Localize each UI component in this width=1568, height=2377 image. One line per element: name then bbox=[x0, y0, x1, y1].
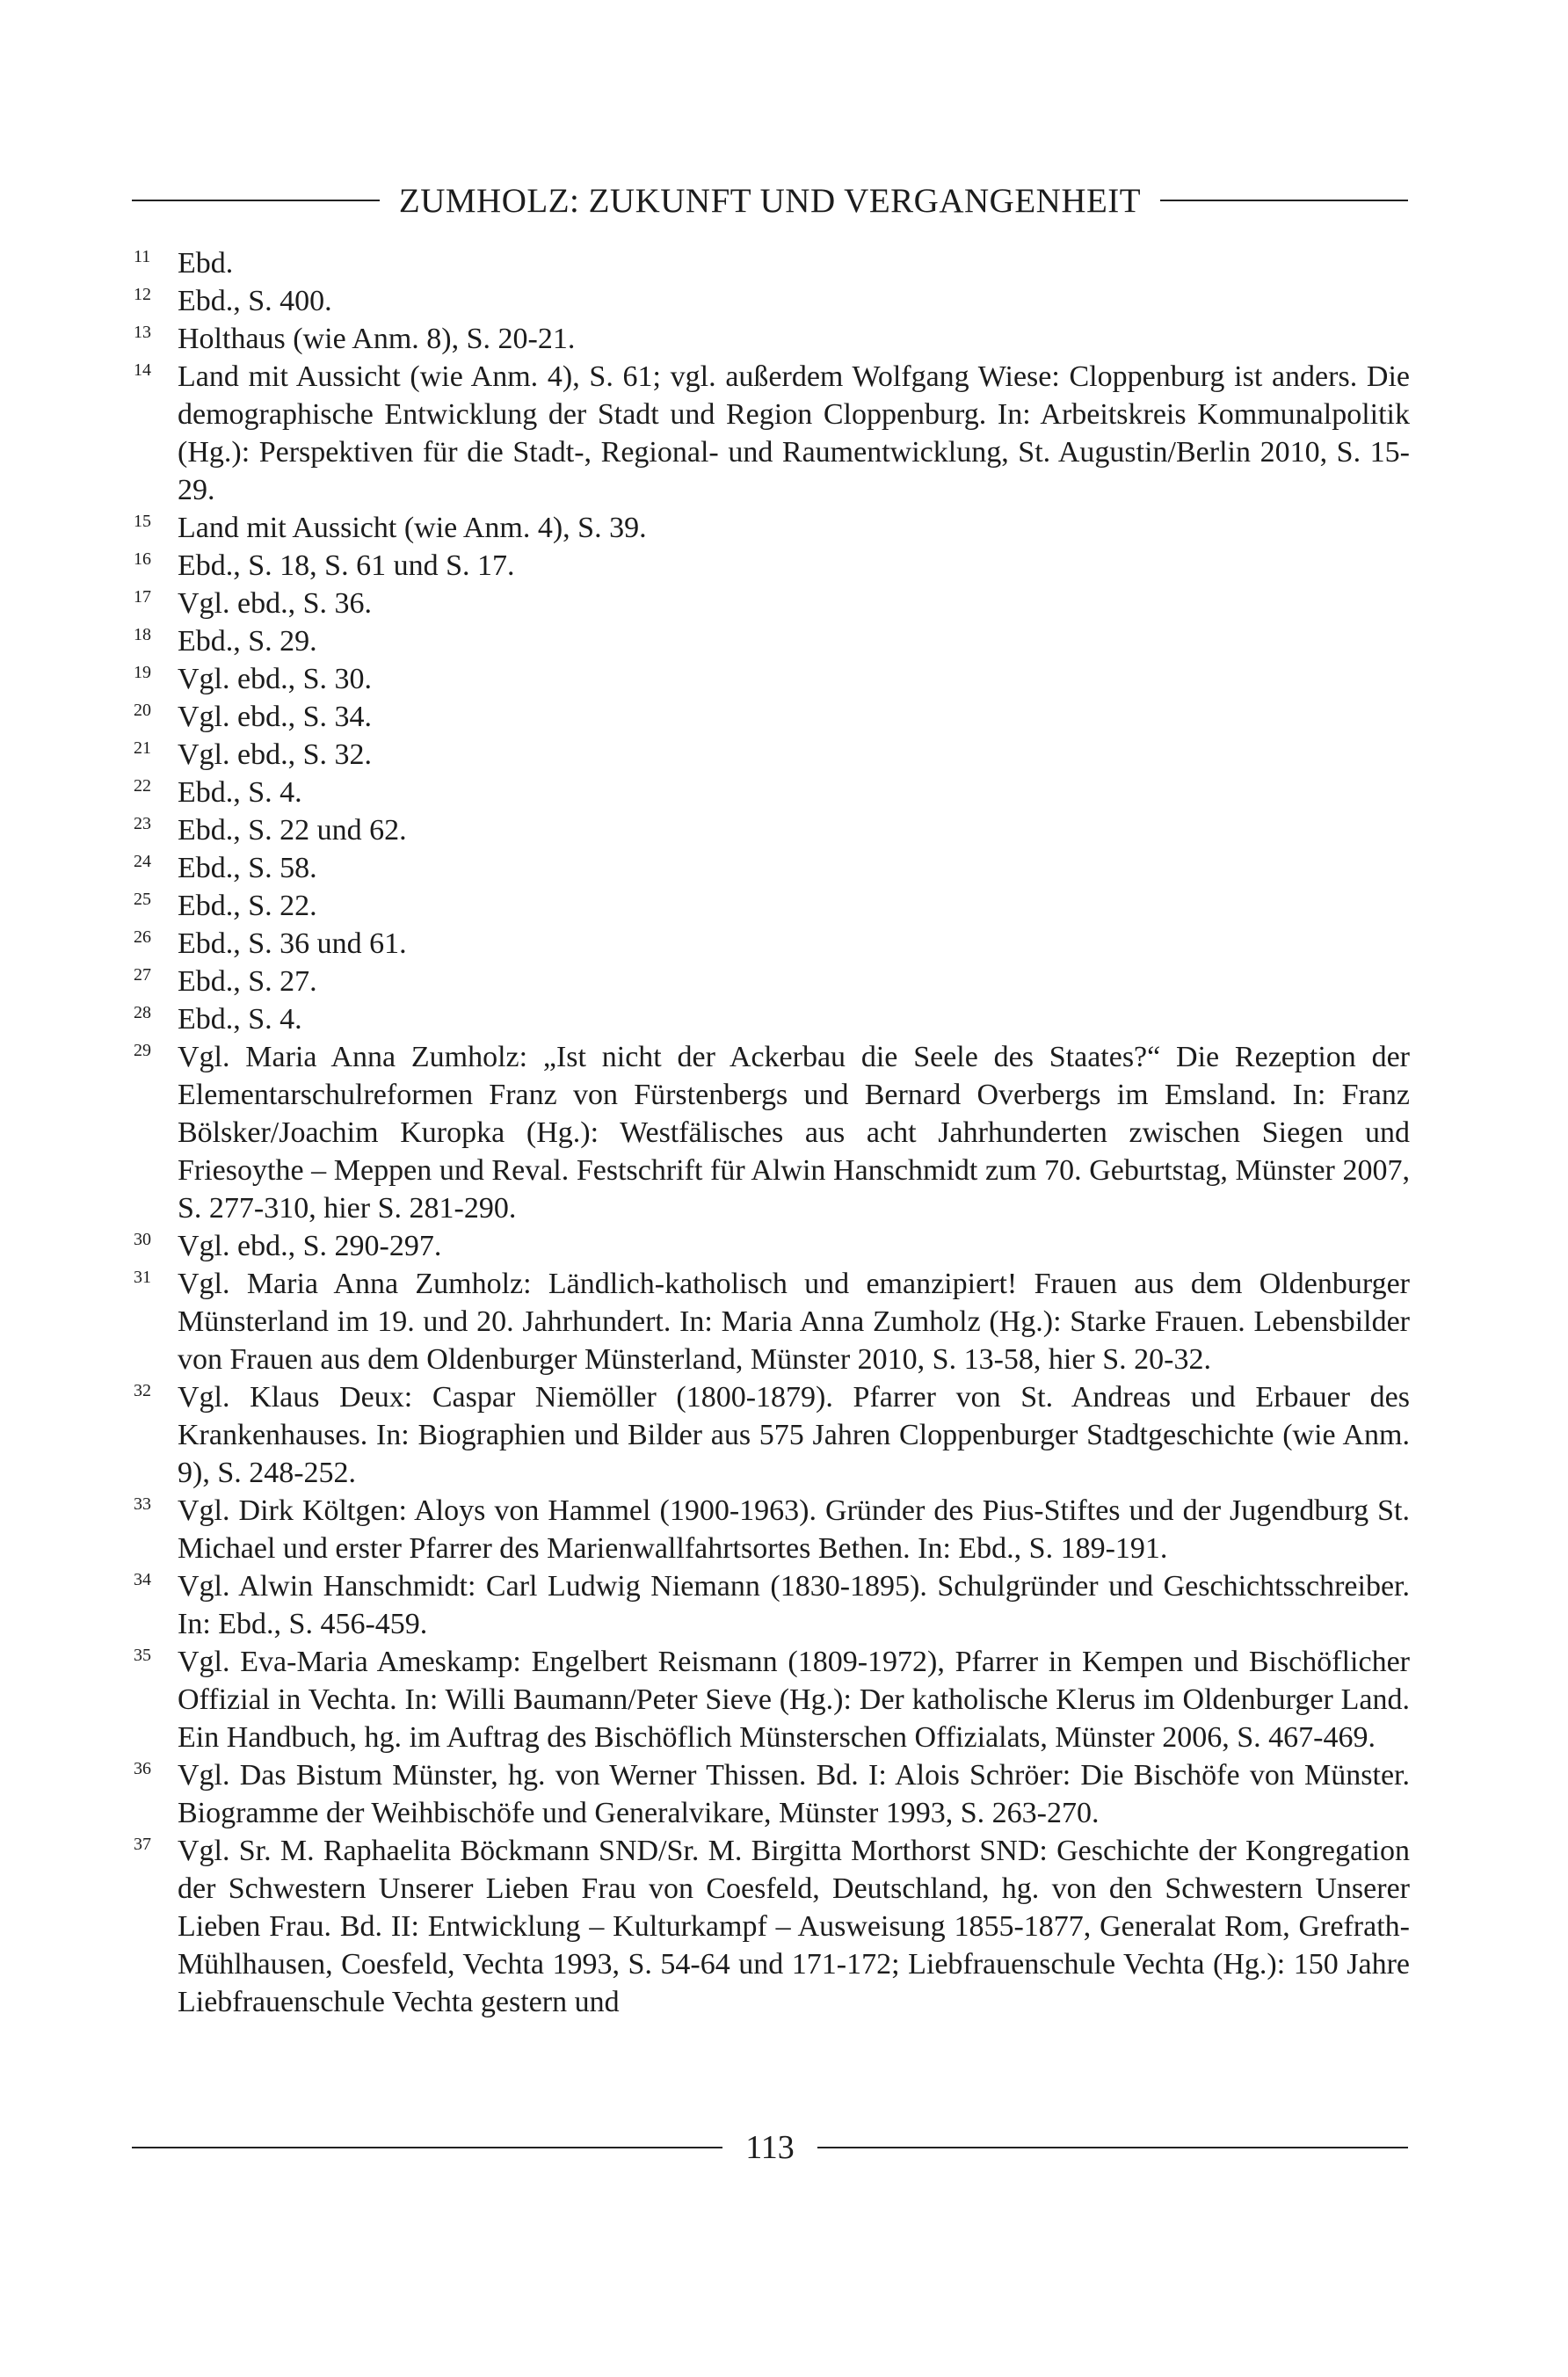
footnote-number: 23 bbox=[134, 814, 151, 833]
footnote-text: Ebd., S. 58. bbox=[178, 852, 317, 884]
footnote bbox=[134, 736, 1410, 774]
footnote-number: 32 bbox=[134, 1381, 151, 1400]
footnote-text: Vgl. Eva-Maria Ameskamp: Engelbert Reismann (1809-1972), Pfarrer in Kempen und Bischöflicher Offizial in Vechta. In: Willi Baumann/Peter Sieve (Hg.): Der katholische Klerus im Oldenburger Land. Ein Handbuch, hg. im Auftrag des Bischöflich Münsterschen Offizialats, Münster 2006, S. 467-469. bbox=[178, 1646, 1410, 1754]
footnote-text: Vgl. Sr. M. Raphaelita Böckmann SND/Sr. M. Birgitta Morthorst SND: Geschichte der Kongregation der Schwestern Unserer Lieben Frau von Coesfeld, Deutschland, hg. von den Schwestern Unserer Lieben Frau. Bd. II: Entwicklung – Kulturkampf – Ausweisung 1855-1877, Generalat Rom, Grefrath-Mühlhausen, Coesfeld, Vechta 1993, S. 54-64 und 171-172; Liebfrauenschule Vechta (Hg.): 150 Jahre Liebfrauenschule Vechta gestern und bbox=[178, 1835, 1410, 2018]
footnote bbox=[134, 1492, 1410, 1567]
footnote bbox=[134, 925, 1410, 963]
footnote-number: 17 bbox=[134, 587, 151, 607]
footnote-number: 30 bbox=[134, 1230, 151, 1249]
footnote bbox=[134, 585, 1410, 622]
footnote-text: Ebd. bbox=[178, 247, 234, 280]
footnote bbox=[134, 1227, 1410, 1265]
footnote-number: 18 bbox=[134, 625, 151, 644]
footnote bbox=[134, 244, 1410, 282]
page-number: 113 bbox=[745, 2129, 795, 2166]
footnote-text: Ebd., S. 22. bbox=[178, 890, 317, 922]
footnote-number: 33 bbox=[134, 1494, 151, 1514]
footer-rule-left bbox=[132, 2147, 722, 2148]
footnote bbox=[134, 320, 1410, 358]
footnote-number: 12 bbox=[134, 285, 151, 304]
footnote bbox=[134, 1567, 1410, 1643]
footnote-text: Ebd., S. 400. bbox=[178, 285, 332, 317]
footnote-number: 29 bbox=[134, 1041, 151, 1060]
footnote-text: Vgl. ebd., S. 36. bbox=[178, 587, 372, 620]
footnote-number: 16 bbox=[134, 549, 151, 569]
footnote-text: Ebd., S. 4. bbox=[178, 1003, 302, 1036]
footnote-number: 37 bbox=[134, 1835, 151, 1854]
footnote-text: Vgl. ebd., S. 30. bbox=[178, 663, 372, 695]
footnote-text: Vgl. ebd., S. 290-297. bbox=[178, 1230, 442, 1262]
footnote bbox=[134, 963, 1410, 1000]
footnote-text: Land mit Aussicht (wie Anm. 4), S. 61; vgl. außerdem Wolfgang Wiese: Cloppenburg ist anders. Die demographische Entwicklung der Stadt und Region Cloppenburg. In: Arbeitskreis Kommunalpolitik (Hg.): Perspektiven für die Stadt-, Regional- und Raumentwicklung, St. Augustin/Berlin 2010, S. 15-29. bbox=[178, 360, 1410, 506]
footnote bbox=[134, 660, 1410, 698]
footnote-number: 19 bbox=[134, 663, 151, 682]
footnote-number: 31 bbox=[134, 1268, 151, 1287]
footnote bbox=[134, 1038, 1410, 1227]
running-title: ZUMHOLZ: ZUKUNFT UND VERGANGENHEIT bbox=[398, 181, 1142, 220]
header-rule-right bbox=[1160, 200, 1408, 201]
footnote-text: Ebd., S. 18, S. 61 und S. 17. bbox=[178, 549, 515, 582]
footnote bbox=[134, 1000, 1410, 1038]
footnote-text: Ebd., S. 29. bbox=[178, 625, 317, 658]
footnote-text: Vgl. Klaus Deux: Caspar Niemöller (1800-1879). Pfarrer von St. Andreas und Erbauer des Krankenhauses. In: Biographien und Bilder aus 575 Jahren Cloppenburger Stadtgeschichte (wie Anm. 9), S. 248-252. bbox=[178, 1381, 1410, 1489]
footnote bbox=[134, 698, 1410, 736]
footnote-number: 14 bbox=[134, 360, 151, 380]
footnote-number: 25 bbox=[134, 890, 151, 909]
footnote-text: Ebd., S. 36 und 61. bbox=[178, 927, 407, 960]
footnote-number: 26 bbox=[134, 927, 151, 947]
footnote-text: Vgl. Das Bistum Münster, hg. von Werner Thissen. Bd. I: Alois Schröer: Die Bischöfe von Münster. Biogramme der Weihbischöfe und Generalvikare, Münster 1993, S. 263-270. bbox=[178, 1759, 1410, 1829]
footnote-text: Vgl. ebd., S. 34. bbox=[178, 701, 372, 733]
footnote bbox=[134, 509, 1410, 547]
footnote bbox=[134, 1832, 1410, 2021]
footnote-text: Ebd., S. 4. bbox=[178, 776, 302, 809]
footnote-list bbox=[134, 244, 1410, 2021]
footnote bbox=[134, 849, 1410, 887]
footnote-number: 13 bbox=[134, 323, 151, 342]
footnote-text: Land mit Aussicht (wie Anm. 4), S. 39. bbox=[178, 512, 647, 544]
footnote-text: Vgl. Dirk Költgen: Aloys von Hammel (1900-1963). Gründer des Pius-Stiftes und der Jugendburg St. Michael und erster Pfarrer des Marienwallfahrtsortes Bethen. In: Ebd., S. 189-191. bbox=[178, 1494, 1410, 1565]
footnote-text: Ebd., S. 22 und 62. bbox=[178, 814, 407, 847]
footnote bbox=[134, 547, 1410, 585]
footnote-text: Vgl. Alwin Hanschmidt: Carl Ludwig Niemann (1830-1895). Schulgründer und Geschichtsschreiber. In: Ebd., S. 456-459. bbox=[178, 1570, 1410, 1640]
footnote bbox=[134, 811, 1410, 849]
footnote-number: 36 bbox=[134, 1759, 151, 1778]
footnote bbox=[134, 622, 1410, 660]
running-head bbox=[132, 172, 1408, 229]
footnote-text: Holthaus (wie Anm. 8), S. 20-21. bbox=[178, 323, 576, 355]
page-footer bbox=[132, 2126, 1408, 2170]
footnote-text: Vgl. Maria Anna Zumholz: Ländlich-katholisch und emanzipiert! Frauen aus dem Oldenburger Münsterland im 19. und 20. Jahrhundert. In: Maria Anna Zumholz (Hg.): Starke Frauen. Lebensbilder von Frauen aus dem Oldenburger Münsterland, Münster 2010, S. 13-58, hier S. 20-32. bbox=[178, 1268, 1410, 1376]
footnote-text: Ebd., S. 27. bbox=[178, 965, 317, 998]
footnote-number: 15 bbox=[134, 512, 151, 531]
footnote-number: 21 bbox=[134, 738, 151, 758]
footnote-number: 20 bbox=[134, 701, 151, 720]
header-rule-left bbox=[132, 200, 380, 201]
footnote bbox=[134, 282, 1410, 320]
footnote-text: Vgl. Maria Anna Zumholz: „Ist nicht der Ackerbau die Seele des Staates?“ Die Rezeption der Elementarschulreformen Franz von Fürstenbergs und Bernard Overbergs im Emsland. In: Franz Bölsker/Joachim Kuropka (Hg.): Westfälisches aus acht Jahrhunderten zwischen Siegen und Friesoythe – Meppen und Reval. Festschrift für Alwin Hanschmidt zum 70. Geburtstag, Münster 2007, S. 277-310, hier S. 281-290. bbox=[178, 1041, 1410, 1225]
footnote bbox=[134, 358, 1410, 509]
footnote-number: 24 bbox=[134, 852, 151, 871]
footnote bbox=[134, 1756, 1410, 1832]
footnote-number: 28 bbox=[134, 1003, 151, 1022]
footnote-number: 34 bbox=[134, 1570, 151, 1589]
footnote-number: 35 bbox=[134, 1646, 151, 1665]
footer-rule-right bbox=[817, 2147, 1408, 2148]
footnote-number: 22 bbox=[134, 776, 151, 796]
footnote bbox=[134, 1643, 1410, 1756]
footnote bbox=[134, 887, 1410, 925]
footnote bbox=[134, 1265, 1410, 1378]
footnote bbox=[134, 774, 1410, 811]
footnote-number: 27 bbox=[134, 965, 151, 985]
footnote-text: Vgl. ebd., S. 32. bbox=[178, 738, 372, 771]
footnote bbox=[134, 1378, 1410, 1492]
footnote-number: 11 bbox=[134, 247, 151, 266]
